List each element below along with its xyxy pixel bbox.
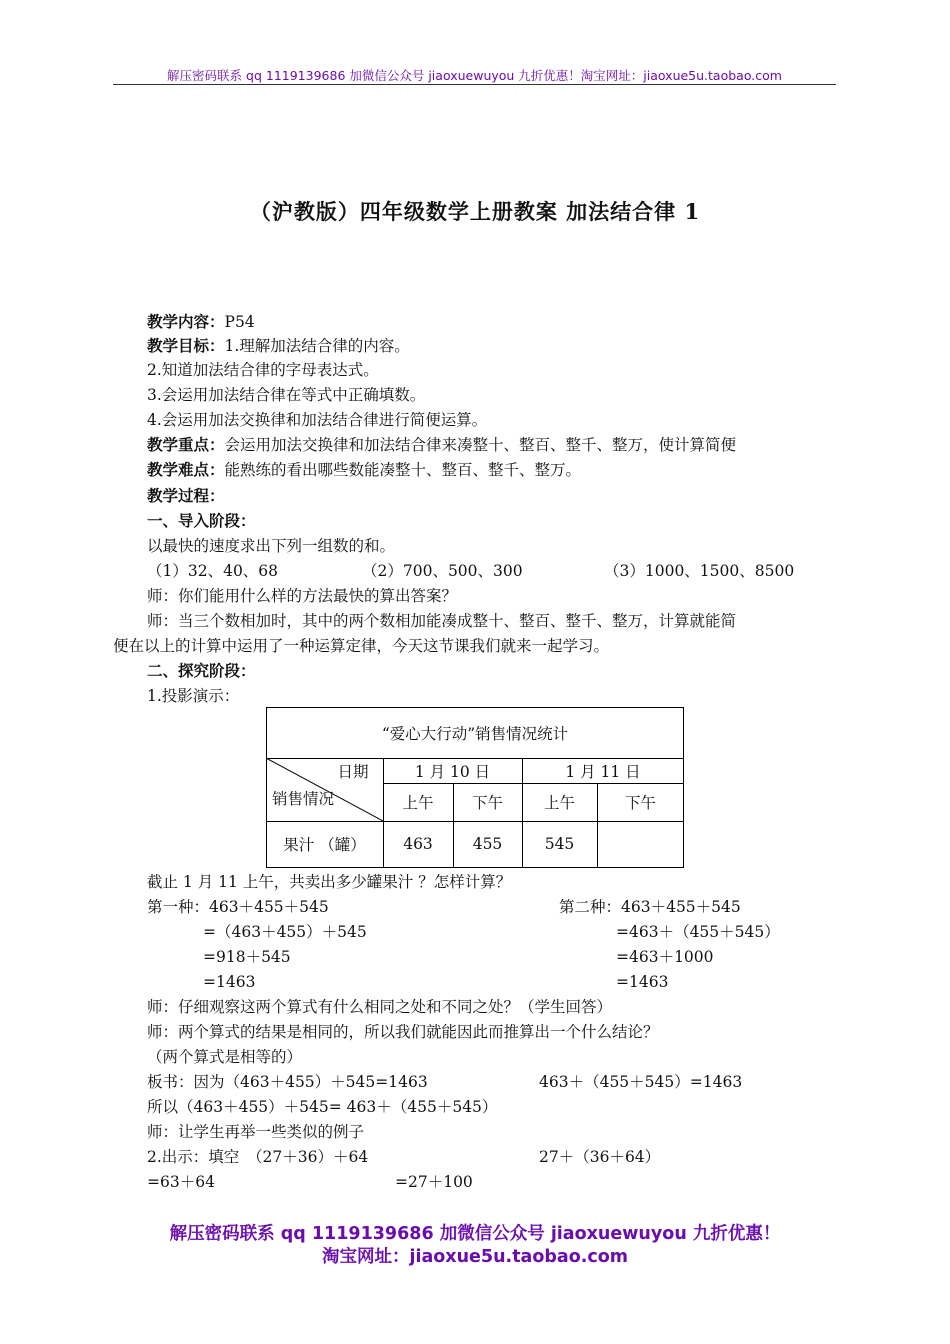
method-2-line-3: =463＋1000: [616, 948, 714, 966]
page-title: （沪教版）四年级数学上册教案 加法结合律 1: [249, 199, 701, 224]
method-2-line-1: 第二种：463＋455＋545: [559, 898, 741, 916]
s1-line-1: 以最快的速度求出下列一组数的和。: [147, 537, 396, 555]
table-caption: “爱心大行动”销售情况统计: [381, 724, 569, 743]
goals-label: 教学目标：: [147, 336, 225, 355]
method-2-line-2: =463＋（455＋545）: [616, 923, 780, 941]
table-pm-1: 下午: [471, 794, 503, 812]
difficulty-value: 能熟练的看出哪些数能凑整十、整百、整千、整万。: [224, 461, 582, 479]
s1-q1: （1）32、40、68: [147, 562, 279, 580]
goal-2: 2.知道加法结合律的字母表达式。: [147, 361, 379, 379]
content-value: P54: [224, 313, 255, 331]
table-diag-top: 日期: [337, 763, 369, 781]
table-diag-bottom: 销售情况: [272, 790, 335, 808]
s2-board-a: 板书：因为（463＋455）＋545=1463: [147, 1073, 428, 1091]
content-row: [147, 310, 255, 334]
header-divider: [113, 84, 836, 85]
key-point-label: 教学重点：: [147, 435, 225, 454]
s2-show-b: 27＋（36＋64）: [539, 1148, 661, 1166]
s2-line-5: 所以（463＋455）＋545= 463＋（455＋545）: [147, 1098, 498, 1116]
table-pm-2: 下午: [624, 794, 656, 812]
goal-4: 4.会运用加法交换律和加法结合律进行简便运算。: [147, 411, 488, 429]
method-1-line-2: =（463＋455）＋545: [203, 923, 367, 941]
footer-line-2: 淘宝网址：jiaoxue5u.taobao.com: [321, 1247, 629, 1267]
sales-table: [266, 707, 684, 868]
s2-show-a: 2.出示：填空 （27＋36）＋64: [147, 1148, 369, 1166]
table-value-1: 463: [403, 835, 433, 853]
table-date-1: 1 月 10 日: [414, 762, 491, 781]
key-point-value: 会运用加法交换律和加法结合律来凑整十、整百、整千、整万，使计算简便: [224, 436, 737, 454]
s2-line-6: 师：让学生再举一些类似的例子: [147, 1123, 365, 1141]
s1-line-2: 师：你们能用什么样的方法最快的算出答案？: [147, 587, 458, 605]
s1-line-3: 师：当三个数相加时，其中的两个数相加能凑成整十、整百、整千、整万，计算就能简: [147, 612, 737, 630]
s2-board-b: 463＋（455＋545）=1463: [539, 1073, 743, 1091]
s2-last-a: =63＋64: [147, 1173, 215, 1191]
method-2-line-4: =1463: [616, 973, 669, 991]
table-am-2: 上午: [543, 794, 575, 812]
table-am-1: 上午: [402, 794, 434, 812]
table-row-label: 果汁 （罐）: [283, 836, 366, 854]
s2-line-4: （两个算式是相等的）: [147, 1048, 303, 1066]
process-label: 教学过程：: [147, 486, 225, 505]
s1-q2: （2）700、500、300: [362, 562, 523, 580]
footer-line-1: 解压密码联系 qq 1119139686 加微信公众号 jiaoxuewuyou 九折优惠！: [169, 1224, 781, 1244]
goal-3: 3.会运用加法结合律在等式中正确填数。: [147, 386, 426, 404]
header-banner: 解压密码联系 qq 1119139686 加微信公众号 jiaoxuewuyou 九折优惠！淘宝网址：jiaoxue5u.taobao.com: [167, 68, 782, 83]
s2-last-b: =27＋100: [395, 1173, 473, 1191]
content-label: 教学内容：: [147, 312, 225, 331]
goals-row: [147, 334, 410, 358]
table-value-3: 545: [544, 835, 575, 853]
s2-line-3: 师：两个算式的结果是相同的，所以我们就能因此而推算出一个什么结论？: [147, 1023, 659, 1041]
goal-1: 1.理解加法结合律的内容。: [224, 337, 410, 355]
table-value-4: [597, 821, 684, 867]
table-border-bottom: [266, 867, 684, 868]
s2-line-2: 师：仔细观察这两个算式有什么相同之处和不同之处？（学生回答）: [147, 998, 613, 1016]
method-1-line-4: =1463: [203, 973, 256, 991]
s2-question: 截止 1 月 11 上午，共卖出多少罐果汁 ？怎样计算？: [147, 873, 512, 891]
difficulty-label: 教学难点：: [147, 460, 225, 479]
s1-line-4: 便在以上的计算中运用了一种运算定律，今天这节课我们就来一起学习。: [113, 637, 610, 655]
section-1-title: 一、导入阶段：: [147, 511, 256, 530]
section-2-title: 二、探究阶段：: [147, 661, 256, 680]
table-date-2: 1 月 11 日: [565, 762, 641, 781]
table-value-2: 455: [472, 835, 503, 853]
method-1-line-1: 第一种：463＋455＋545: [147, 898, 329, 916]
method-1-line-3: =918＋545: [203, 948, 291, 966]
s1-q3: （3）1000、1500、8500: [604, 562, 795, 580]
difficulty-row: [147, 458, 581, 482]
key-point-row: [147, 433, 736, 457]
s2-line-1: 1.投影演示：: [147, 687, 240, 705]
